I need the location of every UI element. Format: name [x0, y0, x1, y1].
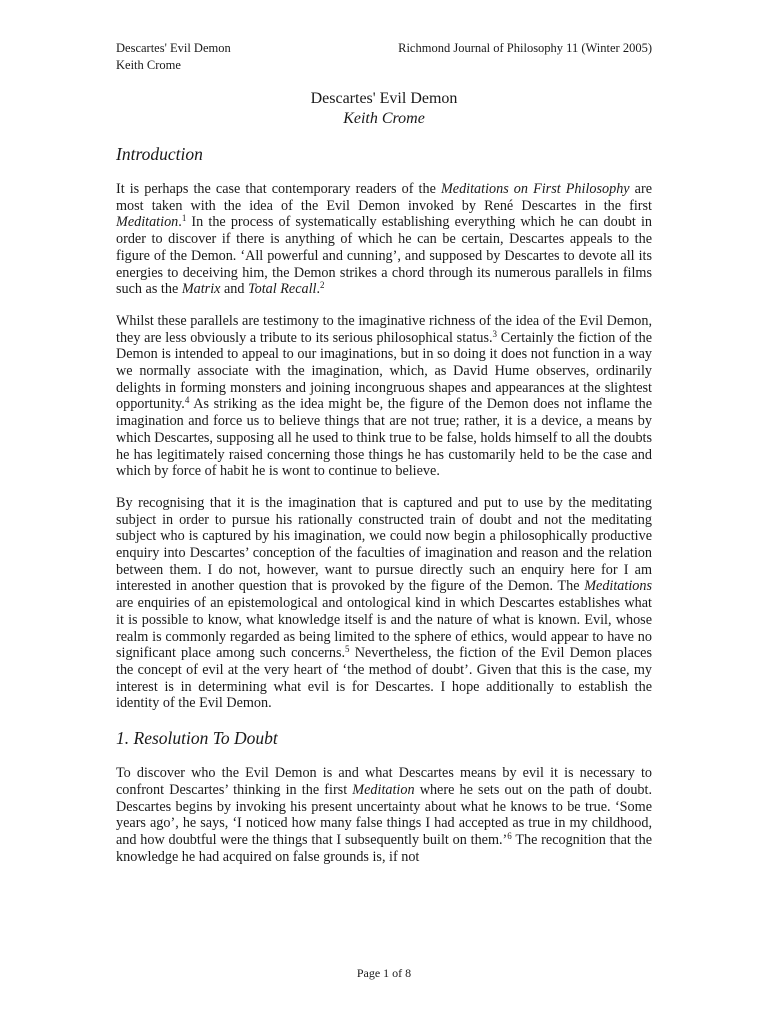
page-footer — [0, 966, 768, 981]
article-author: Keith Crome — [343, 110, 425, 127]
paragraph-1: It is perhaps the case that contemporary readers of the Meditations on First Philosophy are most taken with the idea of the Evil Demon invoked by René Descartes in the first Meditation.$^1$ In the process of systematically establishing everything which he can doubt in order to discover if there is anything of which he can be certain, Descartes appeals to the figure of the Demon. ‘All powerful and cunning’, and supposed by Descartes to devote all its energies to deceiving him, the Demon strikes a chord through its numerous parallels in films such as the Matrix and Total Recall.$^2$ — [116, 181, 652, 298]
paragraph-2: Whilst these parallels are testimony to the imaginative richness of the idea of the Evil Demon, they are less obviously a tribute to its serious philosophical status.$^3$ Certainly the fiction of the Demon is intended to appeal to our imaginations, but in so doing it does not function in a way we normally associate with the imagination, which, as David Hume observes, ordinarily delights in forming monsters and joining incongruous shapes and appearances at the slightest opportunity.$^4$ As striking as the idea might be, the figure of the Demon does not inflame the imagination and force us to believe things that are not true; rather, it is a device, a means by which Descartes, supposing all he used to think true to be false, holds himself to all the doubts he has legitimately raised concerning those things he has customarily held to be the case and which by force of habit he is wont to continue to believe. — [116, 312, 652, 480]
header-journal: Richmond Journal of Philosophy 11 (Winter 2005) — [398, 41, 652, 55]
header-article-title: Descartes' Evil Demon — [116, 41, 231, 55]
section-heading-introduction: Introduction — [116, 144, 203, 164]
title-block — [116, 89, 652, 129]
section-heading-resolution: 1. Resolution To Doubt — [116, 728, 278, 749]
footnote-ref-4[interactable]: 4 — [184, 395, 190, 406]
article-title: Descartes' Evil Demon — [310, 90, 458, 107]
footnote-ref-6[interactable]: 6 — [507, 830, 512, 841]
footnote-ref-5[interactable]: 5 — [345, 644, 350, 655]
header-author: Keith Crome — [116, 58, 181, 72]
footnote-ref-1[interactable]: 1 — [181, 213, 187, 224]
paragraph-3: By recognising that it is the imagination that is captured and put to use by the meditating subject in order to pursue his rationally constructed train of doubt and not the meditating subject who is captured by his imagination, we could now begin a philosophically productive enquiry into Descartes’ conception of the faculties of imagination and reason and the relation between them. I do not, however, want to pursue directly such an enquiry here for I am interested in another question that is provoked by the figure of the Demon. The Meditations are enquiries of an epistemological and ontological kind in which Descartes establishes what it is possible to know, what knowledge itself is and the nature of what is known. Evil, whose realm is commonly regarded as being limited to the sphere of ethics, would appear to have no significant place among such concerns.$^5$ Nevertheless, the fiction of the Evil Demon places the concept of evil at the very heart of ‘the method of doubt’. Given that this is the case, my interest is in determining what evil is for Descartes. I hope additionally to establish the identity of the Evil Demon. — [116, 494, 652, 712]
paragraph-4: To discover who the Evil Demon is and what Descartes means by evil it is necessary to confront Descartes’ thinking in the first Meditation where he sets out on the path of doubt. Descartes begins by invoking his present uncertainty about what he knows to be true. ‘Some years ago’, he says, ‘I noticed how many false things I had accepted as true in my childhood, and how doubtful were the things that I subsequently built on them.’$^6$ The recognition that the knowledge he had acquired on false grounds is, if not — [116, 765, 652, 865]
running-header — [116, 40, 652, 74]
footnote-ref-3[interactable]: 3 — [492, 328, 498, 339]
article-body — [116, 143, 652, 865]
footnote-ref-2[interactable]: 2 — [320, 280, 325, 291]
page-number: Page 1 of 8 — [356, 966, 412, 980]
